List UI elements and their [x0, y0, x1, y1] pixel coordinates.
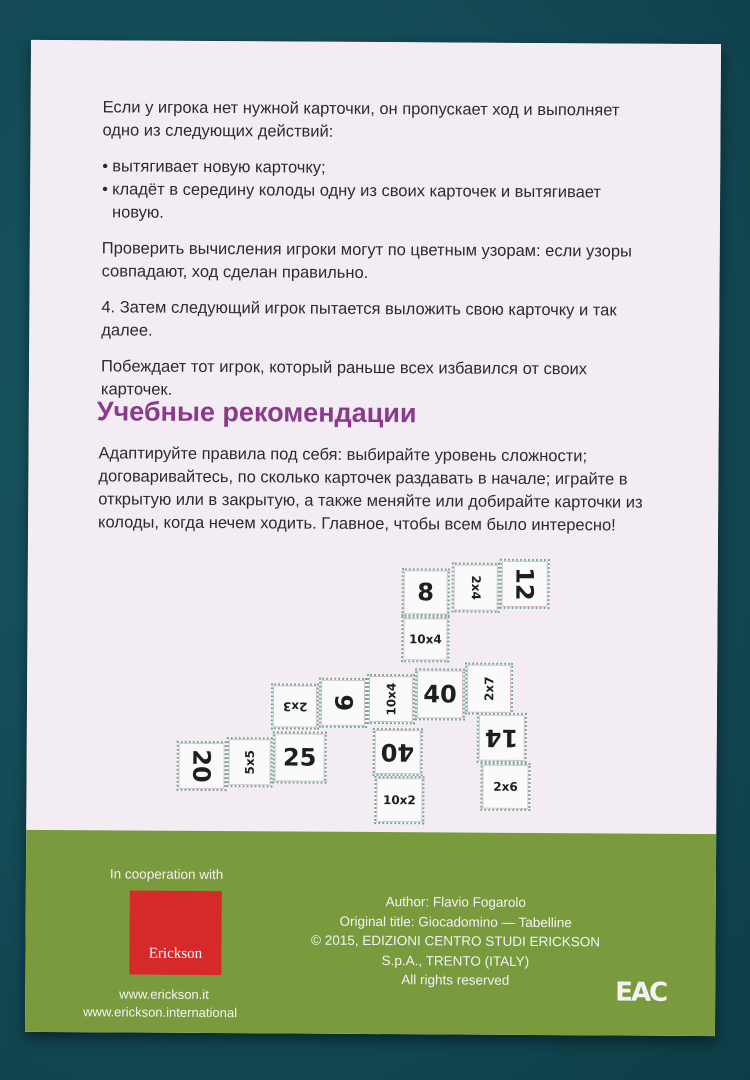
domino-cell: 10x2	[374, 776, 424, 824]
domino-cell: 2x6	[480, 763, 530, 811]
bullet-item: • вытягивает новую карточку;	[102, 155, 642, 181]
website-link-international: www.erickson.international	[83, 1004, 238, 1021]
domino-cell: 20	[176, 741, 226, 791]
booklet-page	[25, 40, 721, 1036]
rules-paragraph-4: Побеждает тот игрок, который раньше всех избавился от своих карточек.	[100, 357, 588, 399]
cooperation-label: In cooperation with	[109, 866, 224, 883]
section-title: Учебные рекомендации	[96, 396, 417, 429]
rights-line: All rights reserved	[401, 972, 510, 988]
website-link: www.erickson.it	[119, 986, 209, 1003]
domino-cell: 2x7	[465, 663, 513, 715]
domino-cell: 2x3	[271, 683, 319, 729]
domino-cell: 9	[319, 678, 367, 728]
domino-cell: 8	[402, 568, 450, 616]
domino-cell: 5x5	[226, 737, 272, 787]
domino-illustration	[26, 40, 721, 834]
domino-cell: 10x4	[401, 616, 449, 662]
erickson-logo	[129, 891, 222, 976]
section-body: Адаптируйте правила под себя: выбирайте уровень сложности; договаривайтесь, по сколько карточек раздавать в начале; играйте в открытую или в закрытую, а также меняйте или добирайте карточки из колоды, когда нечем ходить. Главное, чтобы всем было интересно!	[98, 444, 643, 535]
domino-cell: 2x4	[452, 562, 500, 612]
author-line: Author: Flavio Fogarolo	[385, 894, 526, 910]
credits-block	[305, 892, 606, 991]
copyright-line: © 2015, EDIZIONI CENTRO STUDI ERICKSON	[310, 932, 601, 950]
booklet-upper	[26, 40, 721, 834]
eac-mark: EAC	[615, 977, 667, 1008]
domino-cell: 12	[500, 559, 550, 609]
bullet-item: • кладёт в середину колоды одну из своих карточек и вытягивает новую.	[102, 178, 642, 227]
domino-cell: 40	[415, 668, 465, 720]
rules-paragraph-2: Проверить вычисления игроки могут по цветным узорам: если узоры совпадают, ход сделан правильно.	[101, 239, 632, 282]
domino-cell: 10x4	[367, 674, 415, 724]
original-title-line: Original title: Giocadomino — Tabelline	[339, 913, 572, 930]
domino-cell: 25	[272, 731, 326, 783]
rules-paragraph-1: Если у игрока нет нужной карточки, он пропускает ход и выполняет одно из следующих действий:	[102, 98, 620, 141]
booklet-footer	[25, 830, 716, 1036]
city-line: S.p.A., TRENTO (ITALY)	[381, 952, 530, 969]
rules-paragraph-3: 4. Затем следующий игрок пытается выложить свою карточку и так далее.	[101, 298, 617, 340]
domino-cell: 40	[373, 728, 423, 776]
domino-cell: 14	[477, 713, 527, 763]
logo-text: Erickson	[148, 945, 203, 962]
